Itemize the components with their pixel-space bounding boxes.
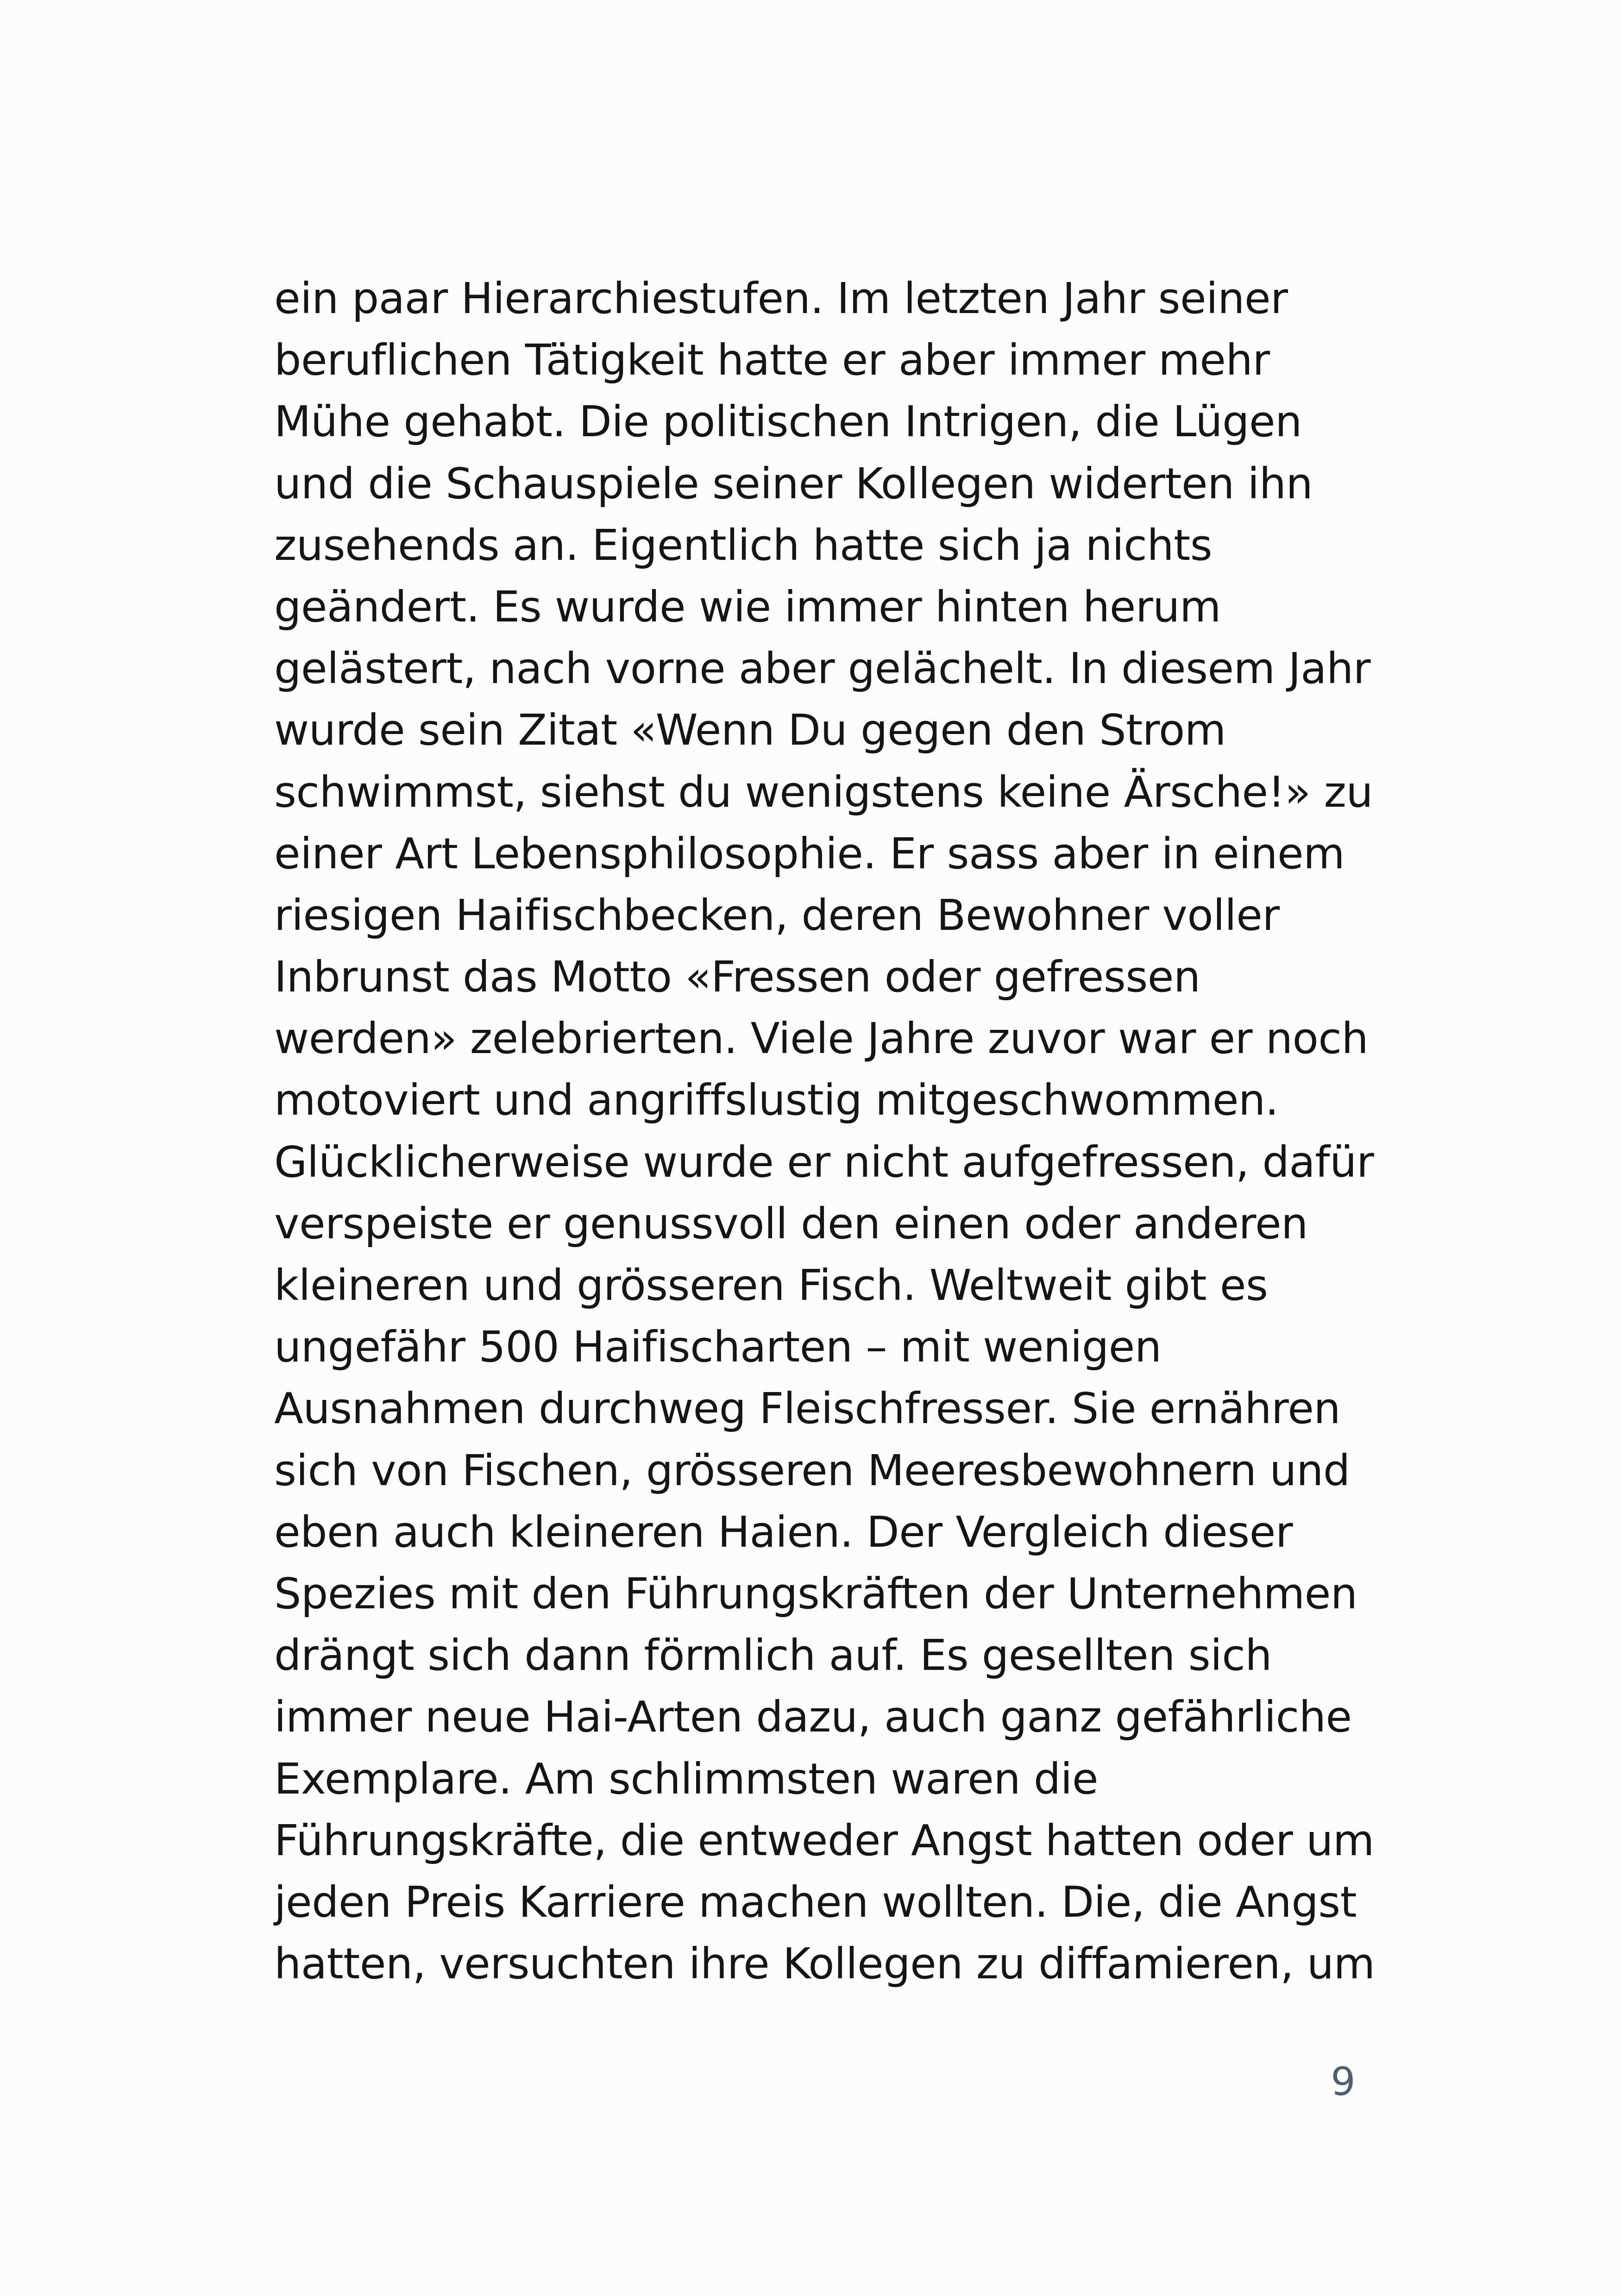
text-line: wurde sein Zitat «Wenn Du gegen den Strom [274, 705, 1226, 755]
text-line: und die Schauspiele seiner Kollegen widerten ihn [274, 458, 1313, 508]
text-line: Ausnahmen durchweg Fleischfresser. Sie ernähren [274, 1384, 1341, 1434]
text-line: jeden Preis Karriere machen wollten. Die, die Angst [274, 1877, 1357, 1927]
text-line: immer neue Hai-Arten dazu, auch ganz gefährliche [274, 1692, 1352, 1742]
text-line: beruflichen Tätigkeit hatte er aber immer mehr [274, 335, 1270, 385]
text-line: Mühe gehabt. Die politischen Intrigen, die Lügen [274, 397, 1302, 447]
text-line: zusehends an. Eigentlich hatte sich ja nichts [274, 520, 1213, 570]
text-line: werden» zelebrierten. Viele Jahre zuvor war er noch [274, 1014, 1369, 1064]
text-line: ein paar Hierarchiestufen. Im letzten Jahr seiner [274, 274, 1288, 323]
text-line: einer Art Lebensphilosophie. Er sass aber in einem [274, 828, 1345, 878]
text-line: kleineren und grösseren Fisch. Weltweit gibt es [274, 1261, 1268, 1310]
text-line: motoviert und angriffslustig mitgeschwommen. [274, 1075, 1279, 1125]
text-line: Inbrunst das Motto «Fressen oder gefressen [274, 952, 1200, 1002]
page-number: 9 [1331, 2059, 1356, 2104]
text-line: Exemplare. Am schlimmsten waren die [274, 1754, 1098, 1804]
text-line: eben auch kleineren Haien. Der Vergleich dieser [274, 1507, 1293, 1557]
text-line: schwimmst, siehst du wenigstens keine Ärsche!» zu [274, 767, 1373, 817]
text-line: hatten, versuchten ihre Kollegen zu diffamieren, um [274, 1939, 1375, 1989]
text-line: sich von Fischen, grösseren Meeresbewohnern und [274, 1445, 1350, 1495]
text-line: gelästert, nach vorne aber gelächelt. In diesem Jahr [274, 644, 1371, 694]
body-text [274, 268, 1386, 1995]
text-line: riesigen Haifischbecken, deren Bewohner voller [274, 890, 1280, 940]
text-line: drängt sich dann förmlich auf. Es gesellten sich [274, 1631, 1272, 1681]
text-line: geändert. Es wurde wie immer hinten herum [274, 582, 1221, 632]
text-line: verspeiste er genussvoll den einen oder anderen [274, 1198, 1308, 1248]
text-line: Spezies mit den Führungskräften der Unternehmen [274, 1568, 1357, 1618]
text-line: ungefähr 500 Haifischarten – mit wenigen [274, 1322, 1162, 1372]
text-line: Führungskräfte, die entweder Angst hatten oder um [274, 1815, 1375, 1865]
text-line: Glücklicherweise wurde er nicht aufgefressen, dafür [274, 1137, 1374, 1187]
